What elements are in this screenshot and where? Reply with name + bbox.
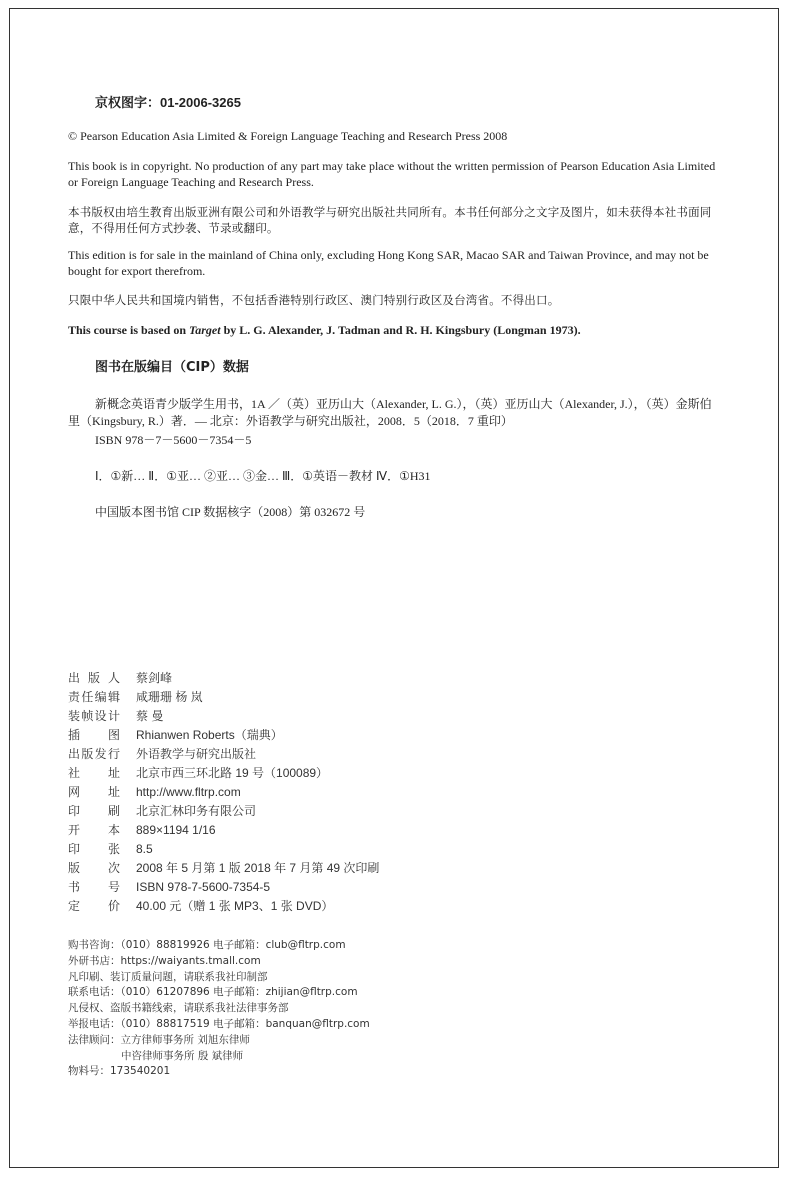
contact-info [68,938,370,1080]
pub-info-value: ISBN 978-7-5600-7354-5 [136,879,271,894]
pub-info-row [68,820,379,839]
pub-info-key: 开本 [68,823,120,837]
pub-info-row [68,687,379,706]
sales-restriction-en: This edition is for sale in the mainland of China only, excluding Hong Kong SAR, Macao SAR and Taiwan Province, and may not be bought for export therefrom. [68,248,709,278]
copyright-registration: 京权图字：01-2006-3265 [95,95,241,110]
pub-info-value: Rhianwen Roberts（瑞典） [136,728,283,742]
pub-info-value: 外语教学与研究出版社 [136,747,257,761]
cip-library-number: 中国版本图书馆 CIP 数据核字（2008）第 032672 号 [95,505,366,519]
copyright-notice: © Pearson Education Asia Limited & Foreign Language Teaching and Research Press 2008 [68,129,508,143]
contact-line: 外研书店：https://waiyants.tmall.com [68,954,261,967]
pub-info-row [68,763,379,782]
contact-line: 购书咨询：（010）88819926 电子邮箱：club@fltrp.com [68,939,346,951]
pub-info-row [68,725,379,744]
contact-line: 凡侵权、盗版书籍线索，请联系我社法律事务部 [68,1002,289,1015]
copyright-paragraph-en: This book is in copyright. No production of any part may take place without the written permission of Pearson Education Asia Limited or Foreign Language Teaching and Research Press. [68,159,716,189]
pub-info-row [68,782,379,801]
pub-info-key: 出版人 [68,671,120,685]
contact-line: 中咨律师事务所 殷 斌律师 [121,1049,244,1062]
pub-info-value: 2008 年 5 月第 1 版 2018 年 7 月第 49 次印刷 [136,861,380,875]
contact-line: 联系电话：（010）61207896 电子邮箱：zhijian@fltrp.com [68,986,358,999]
pub-info-value: 蔡 曼 [136,709,164,723]
cip-entry: 新概念英语青少版学生用书，1A ／（英）亚历山大（Alexander, L. G.），（英）亚历山大（Alexander, J.），（英）金斯伯里（Kingsbury, R.）著．— 北京：外语教学与研究出版社，2008．5（2018．7 重印） [68,397,712,428]
pub-info-key: 印张 [68,842,120,856]
pub-info-value: 889×1194 1/16 [136,822,216,837]
pub-info-value: 40.00 元（赠 1 张 MP3、1 张 DVD） [136,899,334,913]
pub-info-row [68,877,379,896]
pub-info-row [68,858,379,877]
pub-info-row [68,668,379,687]
pub-info-key: 定价 [68,899,120,913]
copyright-paragraph-cn: 本书版权由培生教育出版亚洲有限公司和外语教学与研究出版社共同所有。本书任何部分之文字及图片，如未获得本社书面同意，不得用任何方式抄袭、节录或翻印。 [68,205,712,235]
pub-info-value: 蔡剑峰 [136,671,173,685]
pub-info-row [68,839,379,858]
pub-info-value: 北京市西三环北路 19 号（100089） [136,766,329,780]
pub-info-key: 出版发行 [68,747,120,761]
cip-title: 图书在版编目（CIP）数据 [95,360,249,375]
contact-line: 举报电话：（010）88817519 电子邮箱：banquan@fltrp.com [68,1017,370,1030]
cip-isbn: ISBN 978－7－5600－7354－5 [95,433,252,447]
pub-info-key: 社址 [68,766,120,780]
pub-info-key: 责任编辑 [68,690,120,704]
contact-line: 物料号：173540201 [68,1065,171,1078]
contact-line: 凡印刷、装订质量问题，请联系我社印制部 [68,970,268,983]
contact-line: 法律顾问：立方律师事务所 刘旭东律师 [68,1033,250,1046]
publication-info-table [68,668,379,915]
sales-restriction-cn: 只限中华人民共和国境内销售，不包括香港特别行政区、澳门特别行政区及台湾省。不得出口。 [68,293,560,307]
pub-info-row [68,896,379,915]
pub-info-row [68,706,379,725]
pub-info-value: 8.5 [136,841,153,856]
pub-info-value: http://www.fltrp.com [136,784,241,799]
course-basis: This course is based on Target by L. G. Alexander, J. Tadman and R. H. Kingsbury (Longman 1973). [68,323,581,337]
pub-info-key: 书号 [68,880,120,894]
pub-info-key: 装帧设计 [68,709,120,723]
pub-info-row [68,744,379,763]
pub-info-key: 插图 [68,728,120,742]
pub-info-key: 印刷 [68,804,120,818]
cip-subjects: Ⅰ．①新… Ⅱ．①亚… ②亚… ③金… Ⅲ．①英语－教材 Ⅳ．①H31 [95,469,431,483]
pub-info-value: 北京汇林印务有限公司 [136,804,257,818]
pub-info-value: 咸珊珊 杨 岚 [136,690,203,704]
pub-info-key: 网址 [68,785,120,799]
pub-info-key: 版次 [68,861,120,875]
pub-info-row [68,801,379,820]
course-basis-title: Target [189,323,221,337]
